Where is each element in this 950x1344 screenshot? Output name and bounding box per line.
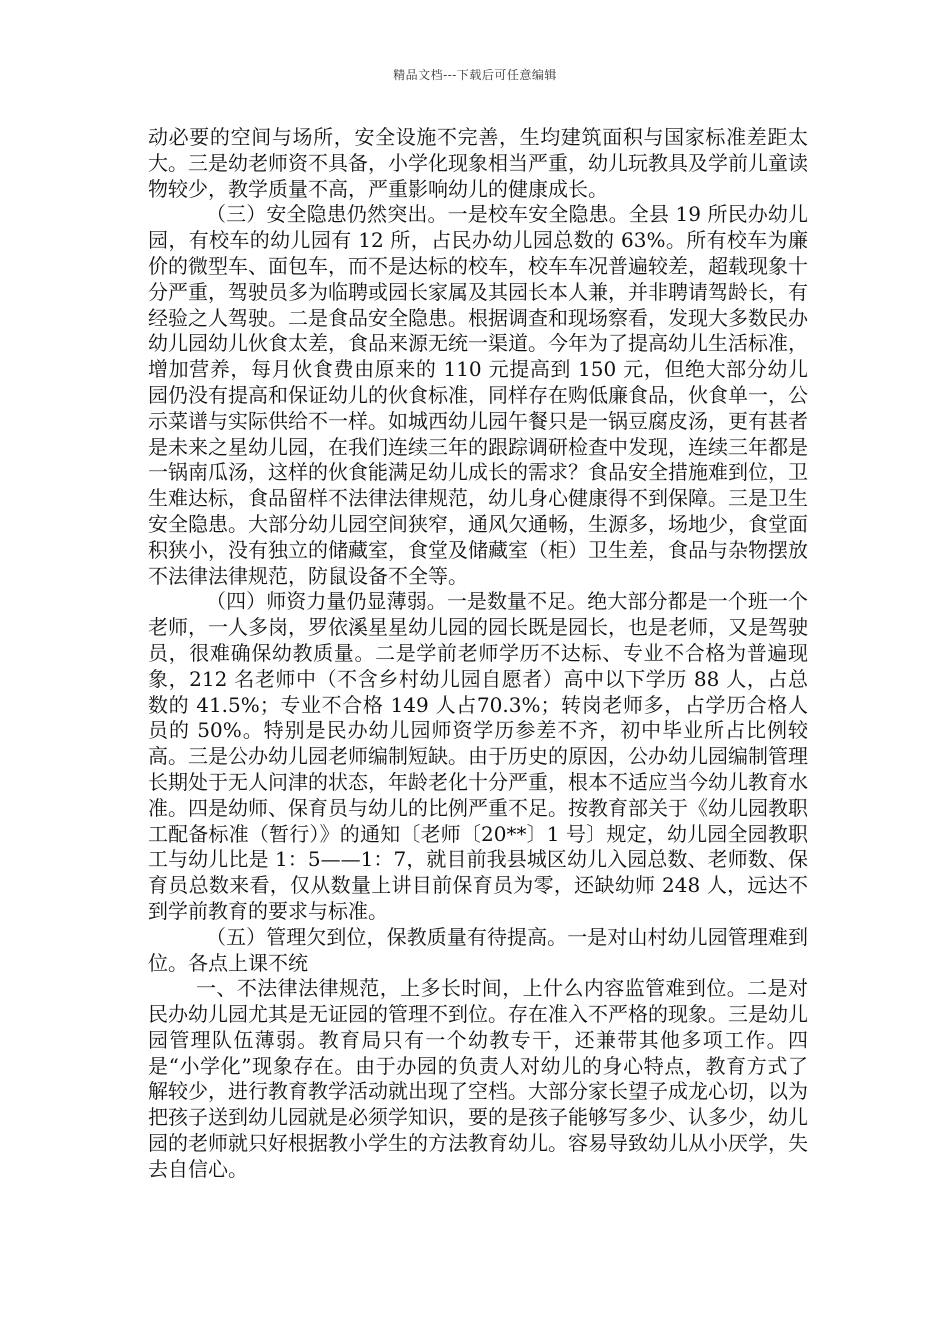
- paragraph-continued: 动必要的空间与场所，安全设施不完善，生均建筑面积与国家标准差距太大。三是幼老师资不具备，小学化现象相当严重，幼儿玩教具及学前儿童读物较少，教学质量不高，严重影响幼儿的健康成长。: [148, 125, 808, 201]
- page-header: 精品文档---下载后可任意编辑: [393, 68, 557, 82]
- paragraph-section-five-continued: 一、不法律法律规范，上多长时间，上什么内容监管难到位。二是对民办幼儿园尤其是无证园的管理不到位。存在准入不严格的现象。三是幼儿园管理队伍薄弱。教育局只有一个幼教专干，还兼带其他多项工作。四是“小学化”现象存在。由于办园的负责人对幼儿的身心特点，教育方式了解较少，进行教育教学活动就出现了空档。大部分家长望子成龙心切，以为把孩子送到幼儿园就是必须学知识，要的是孩子能够写多少、认多少，幼儿园的老师就只好根据教小学生的方法教育幼儿。容易导致幼儿从小厌学，失去自信心。: [148, 976, 808, 1181]
- paragraph-section-five: （五）管理欠到位，保教质量有待提高。一是对山村幼儿园管理难到位。各点上课不统: [148, 924, 808, 975]
- paragraph-section-four: （四）师资力量仍显薄弱。一是数量不足。绝大部分都是一个班一个老师，一人多岗，罗依溪星星幼儿园的园长既是园长，也是老师，又是驾驶员，很难确保幼教质量。二是学前老师学历不达标、专业不合格为普遍现象，212 名老师中（不含乡村幼儿园自愿者）高中以下学历 88 人，占总数的 41.5%；专业不合格 149 人占70.3%；转岗老师多，占学历合格人员的 50%。特别是民办幼儿园师资学历参差不齐，初中毕业所占比例较高。三是公办幼儿园老师编制短缺。由于历史的原因，公办幼儿园编制管理长期处于无人问津的状态，年龄老化十分严重，根本不适应当今幼儿教育水准。四是幼师、保育员与幼儿的比例严重不足。按教育部关于《幼儿园教职工配备标准（暂行）》的通知〔老师〔20**〕1 号〕规定，幼儿园全园教职工与幼儿比是 1：5——1：7，就目前我县城区幼儿入园总数、老师数、保育员总数来看，仅从数量上讲目前保育员为零，还缺幼师 248 人，远达不到学前教育的要求与标准。: [148, 589, 808, 923]
- document-body: [148, 125, 808, 1183]
- paragraph-section-three: （三）安全隐患仍然突出。一是校车安全隐患。全县 19 所民办幼儿园，有校车的幼儿园有 12 所，占民办幼儿园总数的 63%。所有校车为廉价的微型车、面包车，而不是达标的校车，校车车况普遍较差，超载现象十分严重，驾驶员多为临聘或园长家属及其园长本人兼，并非聘请驾龄长，有经验之人驾驶。二是食品安全隐患。根据调查和现场察看，发现大多数民办幼儿园幼儿伙食太差，食品来源无统一渠道。今年为了提高幼儿生活标准，增加营养，每月伙食费由原来的 110 元提高到 150 元，但绝大部分幼儿园仍没有提高和保证幼儿的伙食标准，同样存在购低廉食品，伙食单一，公示菜谱与实际供给不一样。如城西幼儿园午餐只是一锅豆腐皮汤，更有甚者是未来之星幼儿园，在我们连续三年的跟踪调研检查中发现，连续三年都是一锅南瓜汤，这样的伙食能满足幼儿成长的需求？食品安全措施难到位，卫生难达标，食品留样不法律法律规范，幼儿身心健康得不到保障。三是卫生安全隐患。大部分幼儿园空间狭窄，通风欠通畅，生源多，场地少，食堂面积狭小，没有独立的储藏室，食堂及储藏室（柜）卫生差，食品与杂物摆放不法律法律规范，防鼠设备不全等。: [148, 202, 808, 588]
